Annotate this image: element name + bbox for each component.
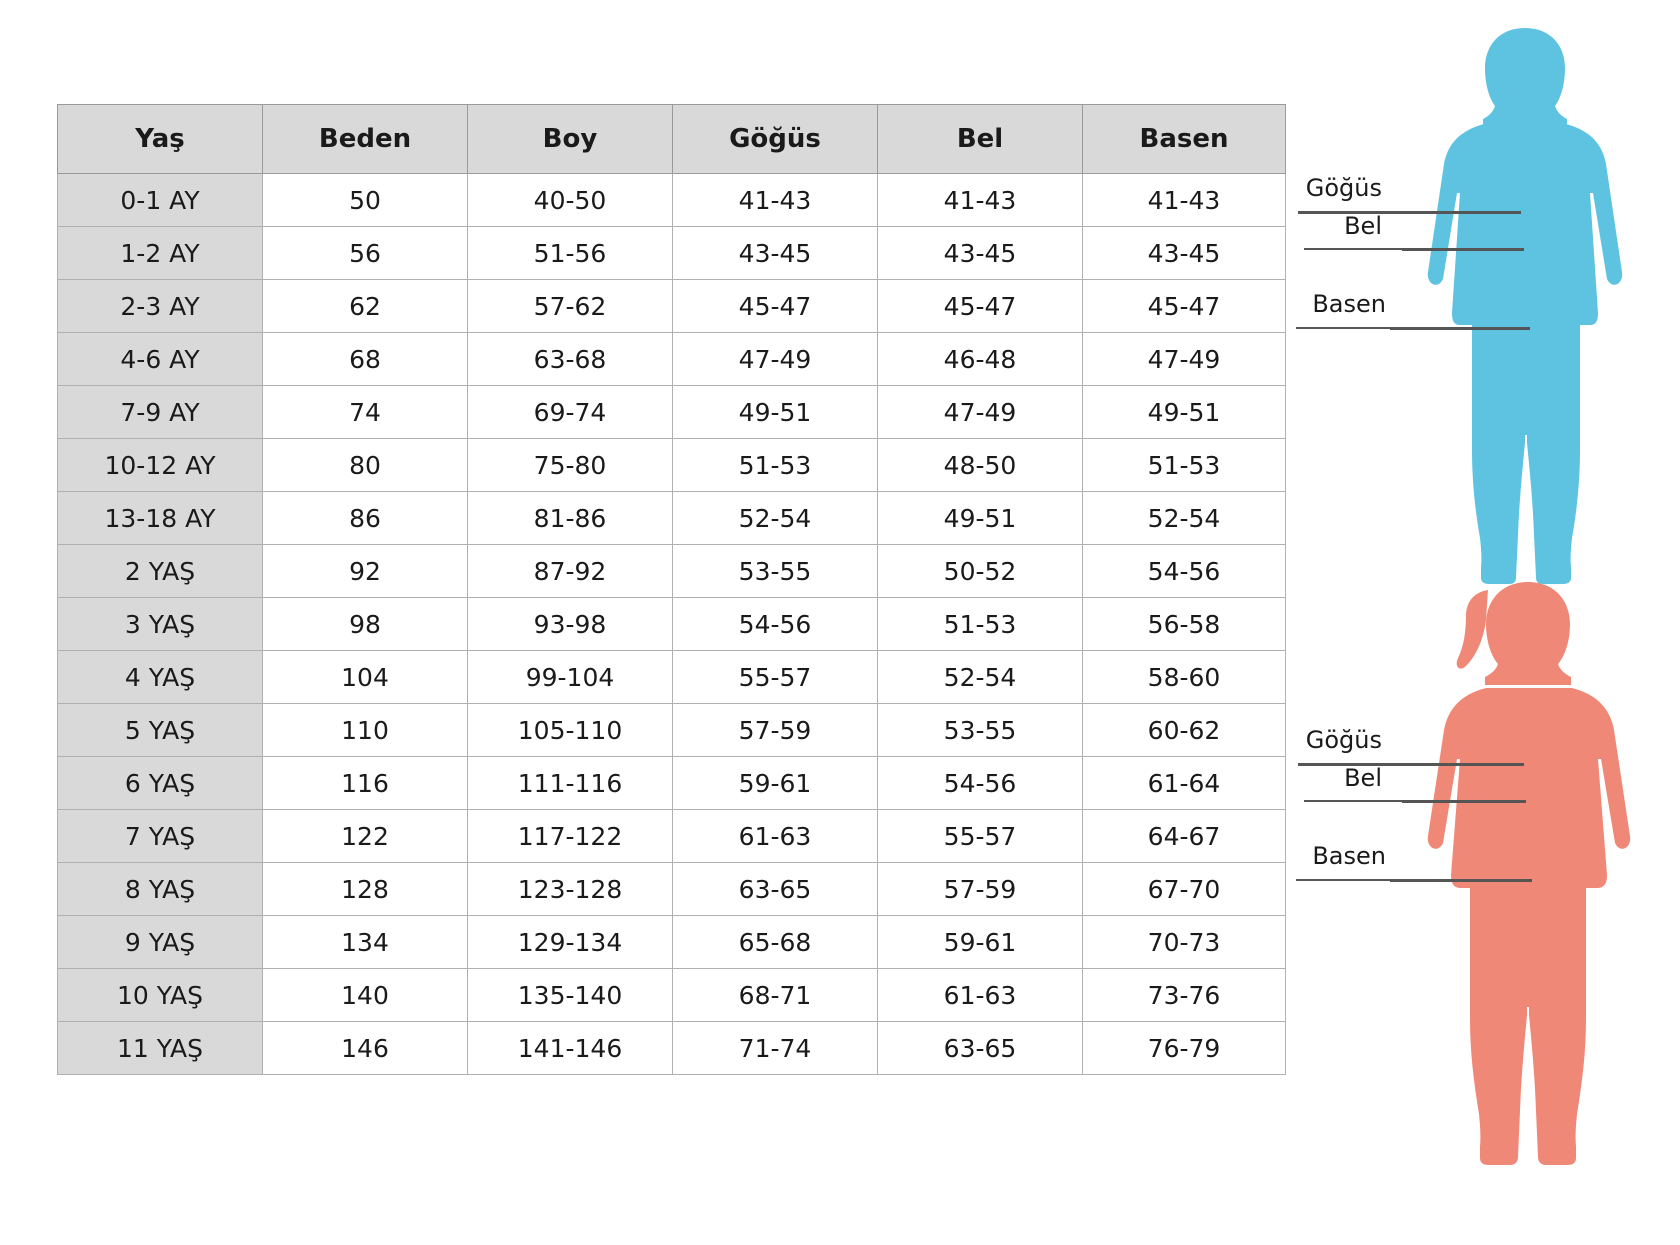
cell-age: 11 YAŞ bbox=[58, 1022, 263, 1075]
cell-waist: 48-50 bbox=[878, 439, 1083, 492]
cell-size: 98 bbox=[263, 598, 468, 651]
table-row bbox=[58, 651, 1286, 704]
cell-chest: 53-55 bbox=[673, 545, 878, 598]
cell-chest: 51-53 bbox=[673, 439, 878, 492]
cell-age: 10-12 AY bbox=[58, 439, 263, 492]
cell-size: 62 bbox=[263, 280, 468, 333]
cell-height: 135-140 bbox=[468, 969, 673, 1022]
cell-age: 3 YAŞ bbox=[58, 598, 263, 651]
cell-waist: 43-45 bbox=[878, 227, 1083, 280]
boy-chest-label: Göğüs bbox=[1305, 174, 1382, 202]
column-header-age: Yaş bbox=[58, 105, 263, 174]
cell-age: 10 YAŞ bbox=[58, 969, 263, 1022]
cell-waist: 61-63 bbox=[878, 969, 1083, 1022]
table-row bbox=[58, 704, 1286, 757]
cell-chest: 55-57 bbox=[673, 651, 878, 704]
cell-size: 128 bbox=[263, 863, 468, 916]
cell-waist: 47-49 bbox=[878, 386, 1083, 439]
cell-chest: 57-59 bbox=[673, 704, 878, 757]
cell-size: 56 bbox=[263, 227, 468, 280]
girl-waist-leader-line bbox=[1304, 800, 1416, 802]
boy-silhouette-icon bbox=[1380, 20, 1670, 590]
size-table bbox=[57, 104, 1286, 1075]
cell-chest: 45-47 bbox=[673, 280, 878, 333]
cell-waist: 63-65 bbox=[878, 1022, 1083, 1075]
girl-silhouette-icon bbox=[1380, 572, 1670, 1237]
table-row bbox=[58, 439, 1286, 492]
column-header-height: Boy bbox=[468, 105, 673, 174]
cell-height: 117-122 bbox=[468, 810, 673, 863]
cell-height: 51-56 bbox=[468, 227, 673, 280]
cell-hip: 60-62 bbox=[1083, 704, 1286, 757]
girl-chest-measure-line bbox=[1402, 763, 1524, 766]
cell-height: 57-62 bbox=[468, 280, 673, 333]
table-row bbox=[58, 810, 1286, 863]
boy-hip-label: Basen bbox=[1312, 290, 1386, 318]
column-header-chest: Göğüs bbox=[673, 105, 878, 174]
cell-chest: 65-68 bbox=[673, 916, 878, 969]
boy-waist-label: Bel bbox=[1344, 212, 1382, 240]
table-row bbox=[58, 492, 1286, 545]
cell-chest: 41-43 bbox=[673, 174, 878, 227]
cell-size: 74 bbox=[263, 386, 468, 439]
cell-size: 122 bbox=[263, 810, 468, 863]
table-row bbox=[58, 333, 1286, 386]
cell-hip: 70-73 bbox=[1083, 916, 1286, 969]
cell-age: 4-6 AY bbox=[58, 333, 263, 386]
cell-age: 7 YAŞ bbox=[58, 810, 263, 863]
cell-age: 5 YAŞ bbox=[58, 704, 263, 757]
cell-size: 50 bbox=[263, 174, 468, 227]
cell-hip: 41-43 bbox=[1083, 174, 1286, 227]
girl-hip-label: Basen bbox=[1312, 842, 1386, 870]
size-table-container bbox=[57, 104, 1285, 1075]
cell-waist: 59-61 bbox=[878, 916, 1083, 969]
cell-height: 69-74 bbox=[468, 386, 673, 439]
cell-height: 81-86 bbox=[468, 492, 673, 545]
cell-chest: 68-71 bbox=[673, 969, 878, 1022]
cell-age: 0-1 AY bbox=[58, 174, 263, 227]
table-row bbox=[58, 916, 1286, 969]
cell-height: 40-50 bbox=[468, 174, 673, 227]
cell-size: 68 bbox=[263, 333, 468, 386]
cell-waist: 57-59 bbox=[878, 863, 1083, 916]
cell-waist: 55-57 bbox=[878, 810, 1083, 863]
table-row bbox=[58, 545, 1286, 598]
table-row bbox=[58, 227, 1286, 280]
cell-age: 1-2 AY bbox=[58, 227, 263, 280]
cell-waist: 49-51 bbox=[878, 492, 1083, 545]
table-row bbox=[58, 757, 1286, 810]
cell-size: 134 bbox=[263, 916, 468, 969]
table-header-row bbox=[58, 105, 1286, 174]
cell-age: 2 YAŞ bbox=[58, 545, 263, 598]
girl-waist-measure-line bbox=[1402, 800, 1526, 803]
cell-hip: 54-56 bbox=[1083, 545, 1286, 598]
cell-size: 140 bbox=[263, 969, 468, 1022]
cell-waist: 53-55 bbox=[878, 704, 1083, 757]
cell-chest: 63-65 bbox=[673, 863, 878, 916]
boy-figure-block bbox=[1290, 20, 1670, 590]
cell-height: 105-110 bbox=[468, 704, 673, 757]
boy-waist-leader-line bbox=[1304, 248, 1416, 250]
table-body bbox=[58, 174, 1286, 1075]
table-row bbox=[58, 280, 1286, 333]
cell-chest: 61-63 bbox=[673, 810, 878, 863]
cell-size: 104 bbox=[263, 651, 468, 704]
cell-hip: 58-60 bbox=[1083, 651, 1286, 704]
cell-chest: 59-61 bbox=[673, 757, 878, 810]
cell-chest: 71-74 bbox=[673, 1022, 878, 1075]
cell-waist: 51-53 bbox=[878, 598, 1083, 651]
cell-hip: 67-70 bbox=[1083, 863, 1286, 916]
girl-chest-label: Göğüs bbox=[1305, 726, 1382, 754]
boy-chest-measure-line bbox=[1402, 211, 1521, 214]
cell-chest: 54-56 bbox=[673, 598, 878, 651]
cell-chest: 49-51 bbox=[673, 386, 878, 439]
cell-chest: 43-45 bbox=[673, 227, 878, 280]
girl-figure-block bbox=[1290, 572, 1670, 1237]
column-header-hip: Basen bbox=[1083, 105, 1286, 174]
cell-waist: 46-48 bbox=[878, 333, 1083, 386]
cell-age: 8 YAŞ bbox=[58, 863, 263, 916]
cell-height: 111-116 bbox=[468, 757, 673, 810]
table-row bbox=[58, 386, 1286, 439]
column-header-size: Beden bbox=[263, 105, 468, 174]
cell-height: 87-92 bbox=[468, 545, 673, 598]
cell-age: 13-18 AY bbox=[58, 492, 263, 545]
table-row bbox=[58, 1022, 1286, 1075]
cell-height: 123-128 bbox=[468, 863, 673, 916]
girl-hip-measure-line bbox=[1390, 879, 1532, 882]
cell-hip: 73-76 bbox=[1083, 969, 1286, 1022]
cell-age: 2-3 AY bbox=[58, 280, 263, 333]
cell-height: 63-68 bbox=[468, 333, 673, 386]
boy-waist-measure-line bbox=[1402, 248, 1524, 251]
cell-height: 93-98 bbox=[468, 598, 673, 651]
table-row bbox=[58, 174, 1286, 227]
table-row bbox=[58, 863, 1286, 916]
cell-size: 146 bbox=[263, 1022, 468, 1075]
cell-age: 7-9 AY bbox=[58, 386, 263, 439]
cell-age: 6 YAŞ bbox=[58, 757, 263, 810]
cell-hip: 56-58 bbox=[1083, 598, 1286, 651]
cell-waist: 50-52 bbox=[878, 545, 1083, 598]
cell-size: 86 bbox=[263, 492, 468, 545]
cell-age: 9 YAŞ bbox=[58, 916, 263, 969]
cell-size: 110 bbox=[263, 704, 468, 757]
girl-waist-label: Bel bbox=[1344, 764, 1382, 792]
girl-hip-leader-line bbox=[1296, 879, 1396, 881]
cell-height: 141-146 bbox=[468, 1022, 673, 1075]
boy-hip-leader-line bbox=[1296, 327, 1396, 329]
table-row bbox=[58, 598, 1286, 651]
cell-size: 80 bbox=[263, 439, 468, 492]
cell-hip: 52-54 bbox=[1083, 492, 1286, 545]
cell-waist: 45-47 bbox=[878, 280, 1083, 333]
cell-size: 92 bbox=[263, 545, 468, 598]
cell-size: 116 bbox=[263, 757, 468, 810]
cell-waist: 54-56 bbox=[878, 757, 1083, 810]
cell-hip: 51-53 bbox=[1083, 439, 1286, 492]
cell-hip: 45-47 bbox=[1083, 280, 1286, 333]
cell-height: 129-134 bbox=[468, 916, 673, 969]
cell-hip: 47-49 bbox=[1083, 333, 1286, 386]
cell-age: 4 YAŞ bbox=[58, 651, 263, 704]
cell-hip: 43-45 bbox=[1083, 227, 1286, 280]
table-row bbox=[58, 969, 1286, 1022]
cell-height: 99-104 bbox=[468, 651, 673, 704]
cell-hip: 61-64 bbox=[1083, 757, 1286, 810]
cell-waist: 52-54 bbox=[878, 651, 1083, 704]
table-header bbox=[58, 105, 1286, 174]
cell-hip: 64-67 bbox=[1083, 810, 1286, 863]
cell-height: 75-80 bbox=[468, 439, 673, 492]
cell-waist: 41-43 bbox=[878, 174, 1083, 227]
cell-chest: 47-49 bbox=[673, 333, 878, 386]
cell-hip: 76-79 bbox=[1083, 1022, 1286, 1075]
boy-hip-measure-line bbox=[1390, 327, 1530, 330]
cell-chest: 52-54 bbox=[673, 492, 878, 545]
column-header-waist: Bel bbox=[878, 105, 1083, 174]
cell-hip: 49-51 bbox=[1083, 386, 1286, 439]
